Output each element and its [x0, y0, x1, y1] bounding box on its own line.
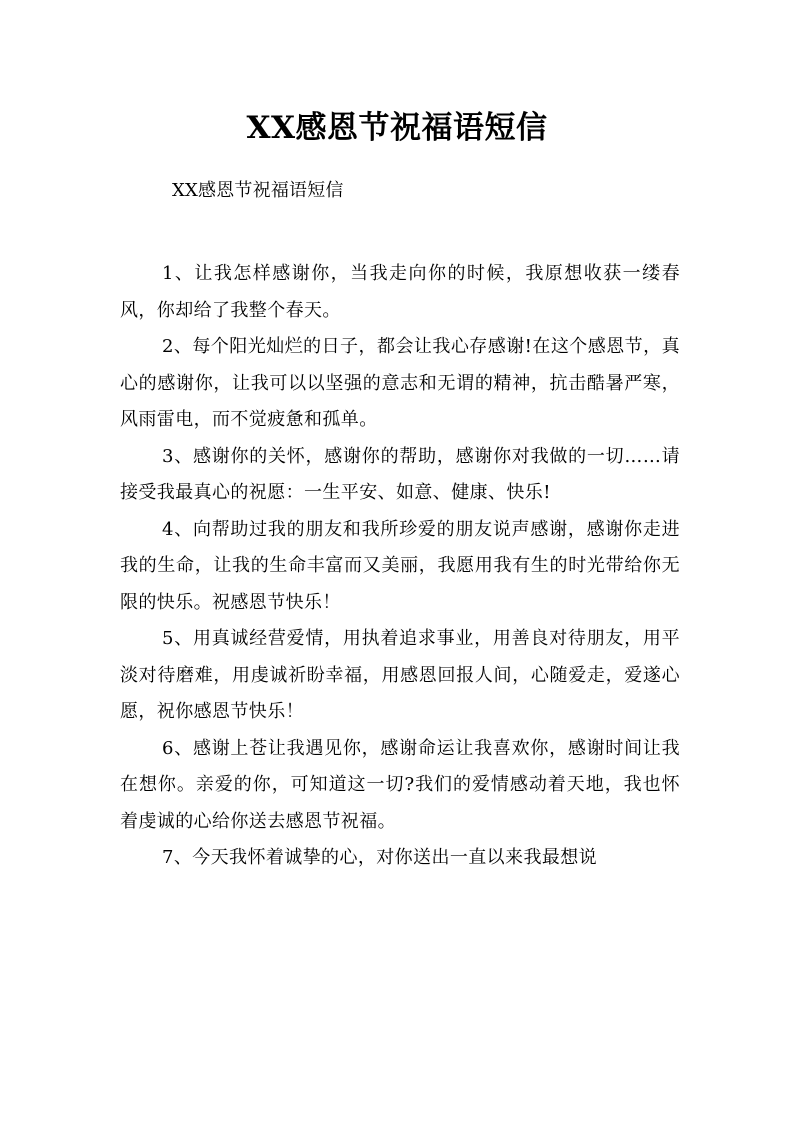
paragraph-7: 7、今天我怀着诚挚的心，对你送出一直以来我最想说 [162, 847, 598, 868]
document-body [120, 256, 680, 877]
paragraph-3: 3、感谢你的关怀，感谢你的帮助，感谢你对我做的一切……请接受我最真心的祝愿：一生平安、如意、健康、快乐! [120, 445, 680, 503]
paragraph-2: 2、每个阳光灿烂的日子，都会让我心存感谢!在这个感恩节，真心的感谢你，让我可以以坚强的意志和无谓的精神，抗击酷暑严寒，风雨雷电，而不觉疲惫和孤单。 [120, 336, 680, 430]
paragraph-4: 4、向帮助过我的朋友和我所珍爱的朋友说声感谢，感谢你走进我的生命，让我的生命丰富而又美丽，我愿用我有生的时光带给你无限的快乐。祝感恩节快乐！ [120, 518, 680, 613]
document-subtitle: XX感恩节祝福语短信 [172, 180, 344, 201]
document-title: XX感恩节祝福语短信 [246, 110, 548, 146]
paragraph-5: 5、用真诚经营爱情，用执着追求事业，用善良对待朋友，用平淡对待磨难，用虔诚祈盼幸福，用感恩回报人间，心随爱走，爱遂心愿，祝你感恩节快乐！ [120, 628, 680, 722]
paragraph-6: 6、感谢上苍让我遇见你，感谢命运让我喜欢你，感谢时间让我在想你。亲爱的你，可知道这一切?我们的爱情感动着天地，我也怀着虔诚的心给你送去感恩节祝福。 [120, 737, 680, 832]
paragraph-1: 1、让我怎样感谢你，当我走向你的时候，我原想收获一缕春风，你却给了我整个春天。 [120, 263, 680, 321]
